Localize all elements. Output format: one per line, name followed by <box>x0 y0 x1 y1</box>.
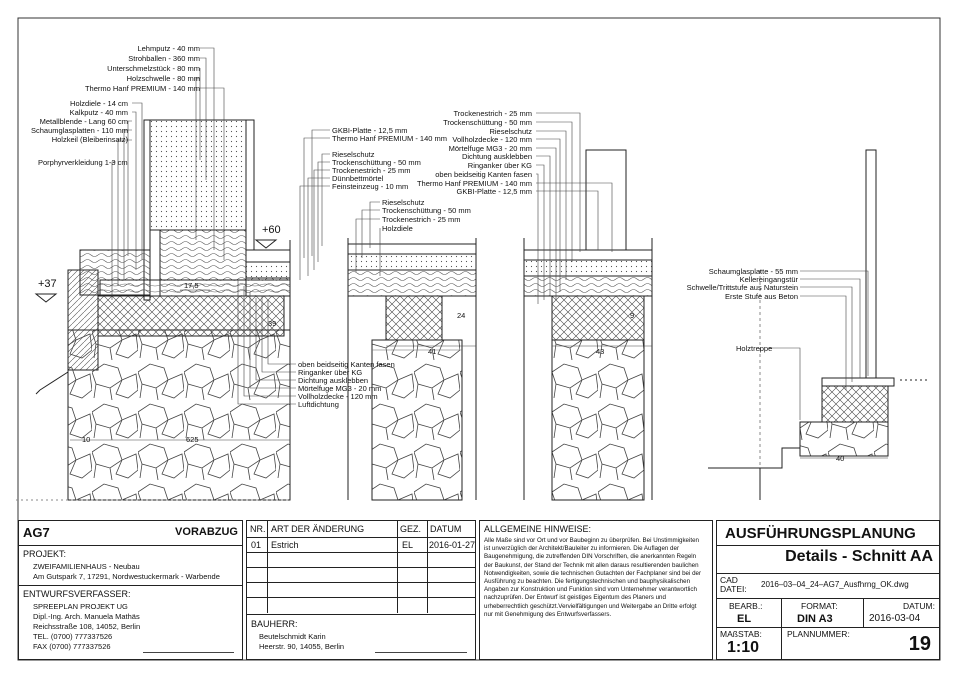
note-right-7: oben beidseitig Kanten fasen <box>435 170 532 179</box>
verfasser-label: ENTWURFSVERFASSER: <box>23 589 131 599</box>
note-left-4: Holzkeil (Bleiberinsatz) <box>51 135 128 144</box>
verfasser-line: TEL. (0700) 777337526 <box>33 632 113 641</box>
change-description: Estrich <box>271 540 299 550</box>
format-label: FORMAT: <box>801 601 838 611</box>
wall-insulation-center <box>386 296 442 340</box>
dim-text: 40 <box>836 454 845 463</box>
note-lower-2: Dichtung ausklebben <box>298 376 369 385</box>
note-right-4: Mörtelfuge MG3 - 20 mm <box>448 144 532 153</box>
note-stair-1: Kellereingangstür <box>739 275 798 284</box>
dim-text: 10 <box>82 435 91 444</box>
note-lower-4: Vollholzdecke - 120 mm <box>298 392 378 401</box>
note-right-0: Trockenestrich - 25 mm <box>453 109 532 118</box>
bearb-value: EL <box>737 613 752 625</box>
note-left-0: Holzdiele - 14 cm <box>70 99 128 108</box>
note-right-5: Dichtung ausklebben <box>461 152 532 161</box>
change-table <box>246 520 476 660</box>
verfasser-line: FAX (0700) 777337526 <box>33 642 111 651</box>
phase-title: AUSFÜHRUNGSPLANUNG <box>725 525 916 542</box>
note-lower-0: oben beidseitig Kanten fasen <box>298 360 395 369</box>
change-nr: 01 <box>251 540 262 550</box>
dim-text: 17,5 <box>184 281 199 290</box>
note-center-0: Rieselschutz <box>332 150 375 159</box>
note-porphyr: Porphyrverkleidung 1-3 cm <box>38 158 128 167</box>
note-mid-1: Trockenschüttung - 50 mm <box>382 206 471 215</box>
sheet-title: Details - Schnitt AA <box>785 548 933 565</box>
level-mark-left: +37 <box>38 278 57 290</box>
note-mid-0: Rieselschutz <box>382 198 425 207</box>
note-top-1: Strohballen - 360 mm <box>128 54 200 63</box>
note-lower-3: Mörtelfuge MG3 - 20 mm <box>298 384 382 393</box>
note-top-2: Unterschmelzstück - 80 mm <box>107 64 200 73</box>
datum-label: DATUM: <box>903 601 935 611</box>
note-center-3: Dünnbettmörtel <box>332 174 384 183</box>
datum-value: 2016-03-04 <box>869 613 921 624</box>
note-gkb-0: GKBI-Platte - 12,5 mm <box>332 126 408 135</box>
stair-step-insulation <box>822 386 888 422</box>
note-center-4: Feinsteinzeug - 10 mm <box>332 182 409 191</box>
changes-header: DATUM <box>430 524 462 534</box>
stage-label: VORABZUG <box>175 526 238 538</box>
note-lower-1: Ringanker über KG <box>298 368 363 377</box>
dim-text: 43 <box>596 347 605 356</box>
verfasser-line: Dipl.-Ing. Arch. Manuela Mathäs <box>33 612 140 621</box>
cad-file: 2016–03–04_24–AG7_Ausfhrng_OK.dwg <box>761 580 909 589</box>
note-gkb-1: Thermo Hanf PREMIUM - 140 mm <box>332 134 448 143</box>
titleblock-project <box>18 520 243 660</box>
projekt-address: Am Gutspark 7, 17291, Nordwestuckermark - Warbende <box>33 572 220 581</box>
note-stair-0: Schaumglasplatte - 55 mm <box>708 267 798 276</box>
project-code: AG7 <box>23 525 50 540</box>
dim-text: 39 <box>268 319 277 328</box>
plannummer-label: PLANNUMMER: <box>787 629 850 639</box>
cad-label: CAD DATEI: <box>720 575 747 594</box>
changes-header: GEZ. <box>400 524 422 534</box>
general-notes <box>479 520 713 660</box>
change-author: EL <box>402 540 414 550</box>
bearb-label: BEARB.: <box>729 601 763 611</box>
note-right-2: Rieselschutz <box>489 127 532 136</box>
note-center-1: Trockenschüttung - 50 mm <box>332 158 421 167</box>
ground-line <box>40 372 68 390</box>
hinweise-text: Alle Maße sind vor Ort und vor Baubeginn zu überprüfen. Bei Unstimmigkeiten ist unverzüglich der Architekt/Bauleiter zu informieren. Die Auflagen der Baugenehmigung, die zutreffenden DIN Vorschriften, die anerkannten Regeln der Baukunst, der Stand der Technik mit allen daraus resultierenden baulichen Notwendigkeiten, sowie die technischen Gutachten der Fachplaner sind bei der Ausführung zu beachten. Die fertigungstechnischen und bauphysikalischen Angaben zur Konstruktion und Funktion sind vom Unternehmer verantwortlich nachzuprüfen. Der Entwurf ist geistiges Eigentum des Planers und urheberrechtlich geschützt.Vervielfältigungen und Weitergabe an Dritte erfolgt nur mit Genehmigung des Entwurfsverfassers. <box>484 537 702 618</box>
dim-text: 9 <box>630 311 635 320</box>
massstab-value: 1:10 <box>727 639 760 656</box>
bauherr-line: Heerstr. 90, 14055, Berlin <box>259 642 345 651</box>
note-right-1: Trockenschüttung - 50 mm <box>443 118 532 127</box>
foundation-stone-left <box>68 330 290 500</box>
changes-header: NR. <box>250 524 266 534</box>
note-top-4: Thermo Hanf PREMIUM - 140 mm <box>84 84 200 93</box>
verfasser-line: SPREEPLAN PROJEKT UG <box>33 602 128 611</box>
note-stair-2: Schwelle/Trittstufe aus Naturstein <box>686 283 798 292</box>
note-right-3: Vollholzdecke - 120 mm <box>452 135 532 144</box>
note-right-6: Ringanker über KG <box>467 161 532 170</box>
changes-header: ART DER ÄNDERUNG <box>271 524 365 534</box>
format-value: DIN A3 <box>797 613 833 625</box>
note-mid-3: Holzdiele <box>382 224 413 233</box>
note-mid-2: Trockenestrich - 25 mm <box>382 215 461 224</box>
level-mark-center: +60 <box>262 224 281 236</box>
note-center-2: Trockenestrich - 25 mm <box>332 166 411 175</box>
projekt-name: ZWEIFAMILIENHAUS - Neubau <box>33 562 140 571</box>
bauherr-label: BAUHERR: <box>251 619 298 629</box>
note-stair-3: Erste Stufe aus Beton <box>725 292 798 301</box>
note-left-3: Schaumglasplatten - 110 mm <box>31 126 128 135</box>
projekt-label: PROJEKT: <box>23 549 67 559</box>
note-top-0: Lehmputz - 40 mm <box>137 44 200 53</box>
note-lower-5: Luftdichtung <box>298 400 339 409</box>
note-holztreppe: Holztreppe <box>736 344 773 353</box>
note-left-2: Metallblende - Lang 60 cm <box>39 117 128 126</box>
straw-wall <box>150 120 246 230</box>
bauherr-line: Beutelschmidt Karin <box>259 632 326 641</box>
verfasser-line: Reichsstraße 108, 14052, Berlin <box>33 622 141 631</box>
note-right-9: GKBI-Platte - 12,5 mm <box>456 187 532 196</box>
dim-text: 24 <box>457 311 466 320</box>
hinweise-title: ALLGEMEINE HINWEISE: <box>484 524 592 534</box>
change-date: 2016-01-27 <box>429 540 476 550</box>
plannummer-value: 19 <box>908 633 931 655</box>
plan-info <box>716 520 940 660</box>
dim-text: 41 <box>428 347 437 356</box>
note-left-1: Kalkputz - 40 mm <box>69 108 128 117</box>
massstab-label: MAßSTAB: <box>720 629 762 639</box>
note-top-3: Holzschwelle - 80 mm <box>126 74 200 83</box>
note-right-8: Thermo Hanf PREMIUM - 140 mm <box>416 179 532 188</box>
dim-text: 625 <box>186 435 199 444</box>
